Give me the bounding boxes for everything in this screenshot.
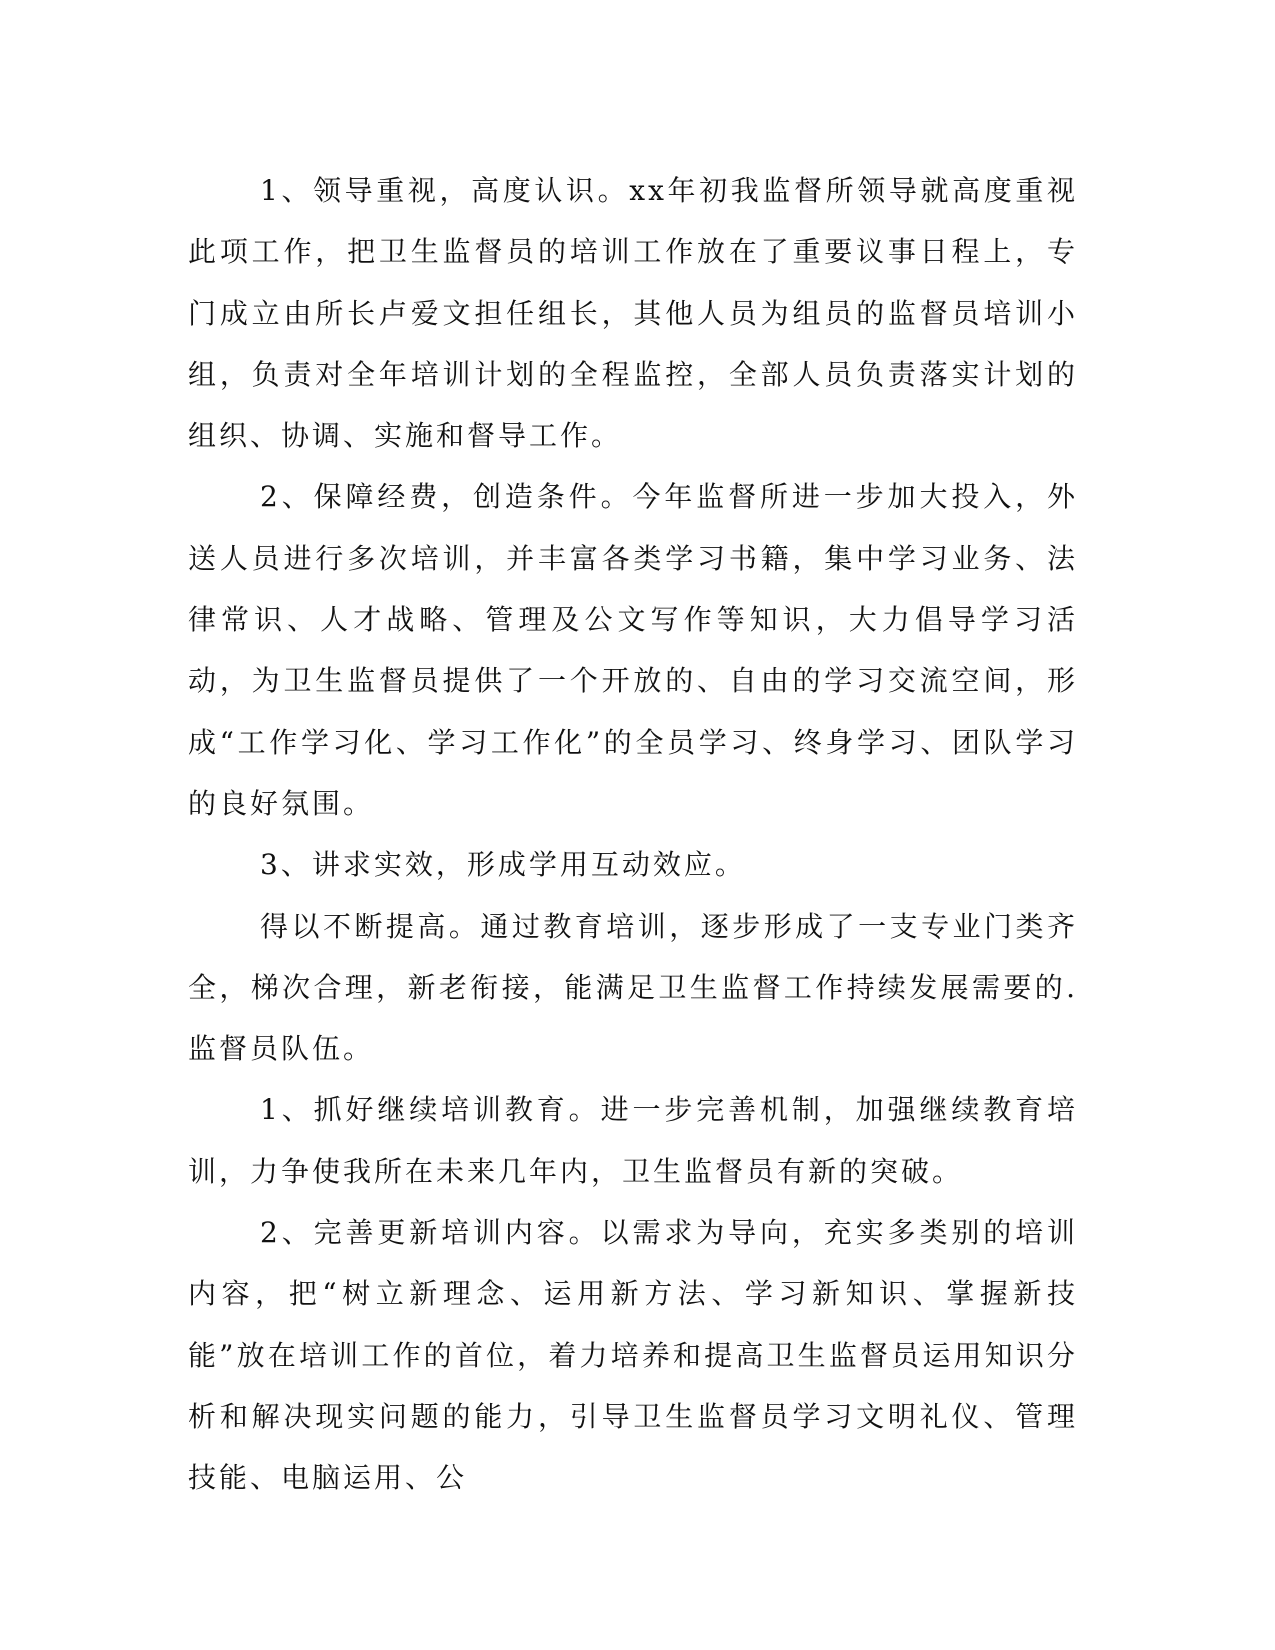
paragraph-improvement: 得以不断提高。通过教育培训，逐步形成了一支专业门类齐全，梯次合理，新老衔接，能满足卫生监督工作持续发展需要的.监督员队伍。	[188, 909, 1078, 1066]
paragraph-funding: 2、保障经费，创造条件。今年监督所进一步加大投入，外送人员进行多次培训，并丰富各类学习书籍，集中学习业务、法律常识、人才战略、管理及公文写作等知识，大力倡导学习活动，为卫生监督员提供了一个开放的、自由的学习交流空间，形成“工作学习化、学习工作化”的全员学习、终身学习、团队学习的良好氛围。	[188, 480, 1078, 820]
paragraph-training-content: 2、完善更新培训内容。以需求为导向，充实多类别的培训内容，把“树立新理念、运用新方法、学习新知识、掌握新技能”放在培训工作的首位，着力培养和提高卫生监督员运用知识分析和解决现实问题的能力，引导卫生监督员学习文明礼仪、管理技能、电脑运用、公	[188, 1216, 1078, 1495]
paragraph-continuing-education: 1、抓好继续培训教育。进一步完善机制，加强继续教育培训，力争使我所在未来几年内，卫生监督员有新的突破。	[188, 1093, 1078, 1188]
paragraph-leadership: 1、领导重视，高度认识。xx年初我监督所领导就高度重视此项工作，把卫生监督员的培训工作放在了重要议事日程上，专门成立由所长卢爱文担任组长，其他人员为组员的监督员培训小组，负责对全年培训计划的全程监控，全部人员负责落实计划的组织、协调、实施和督导工作。	[188, 174, 1078, 453]
paragraph-effectiveness: 3、讲求实效，形成学用互动效应。	[260, 848, 746, 882]
document-body	[188, 160, 1078, 1509]
